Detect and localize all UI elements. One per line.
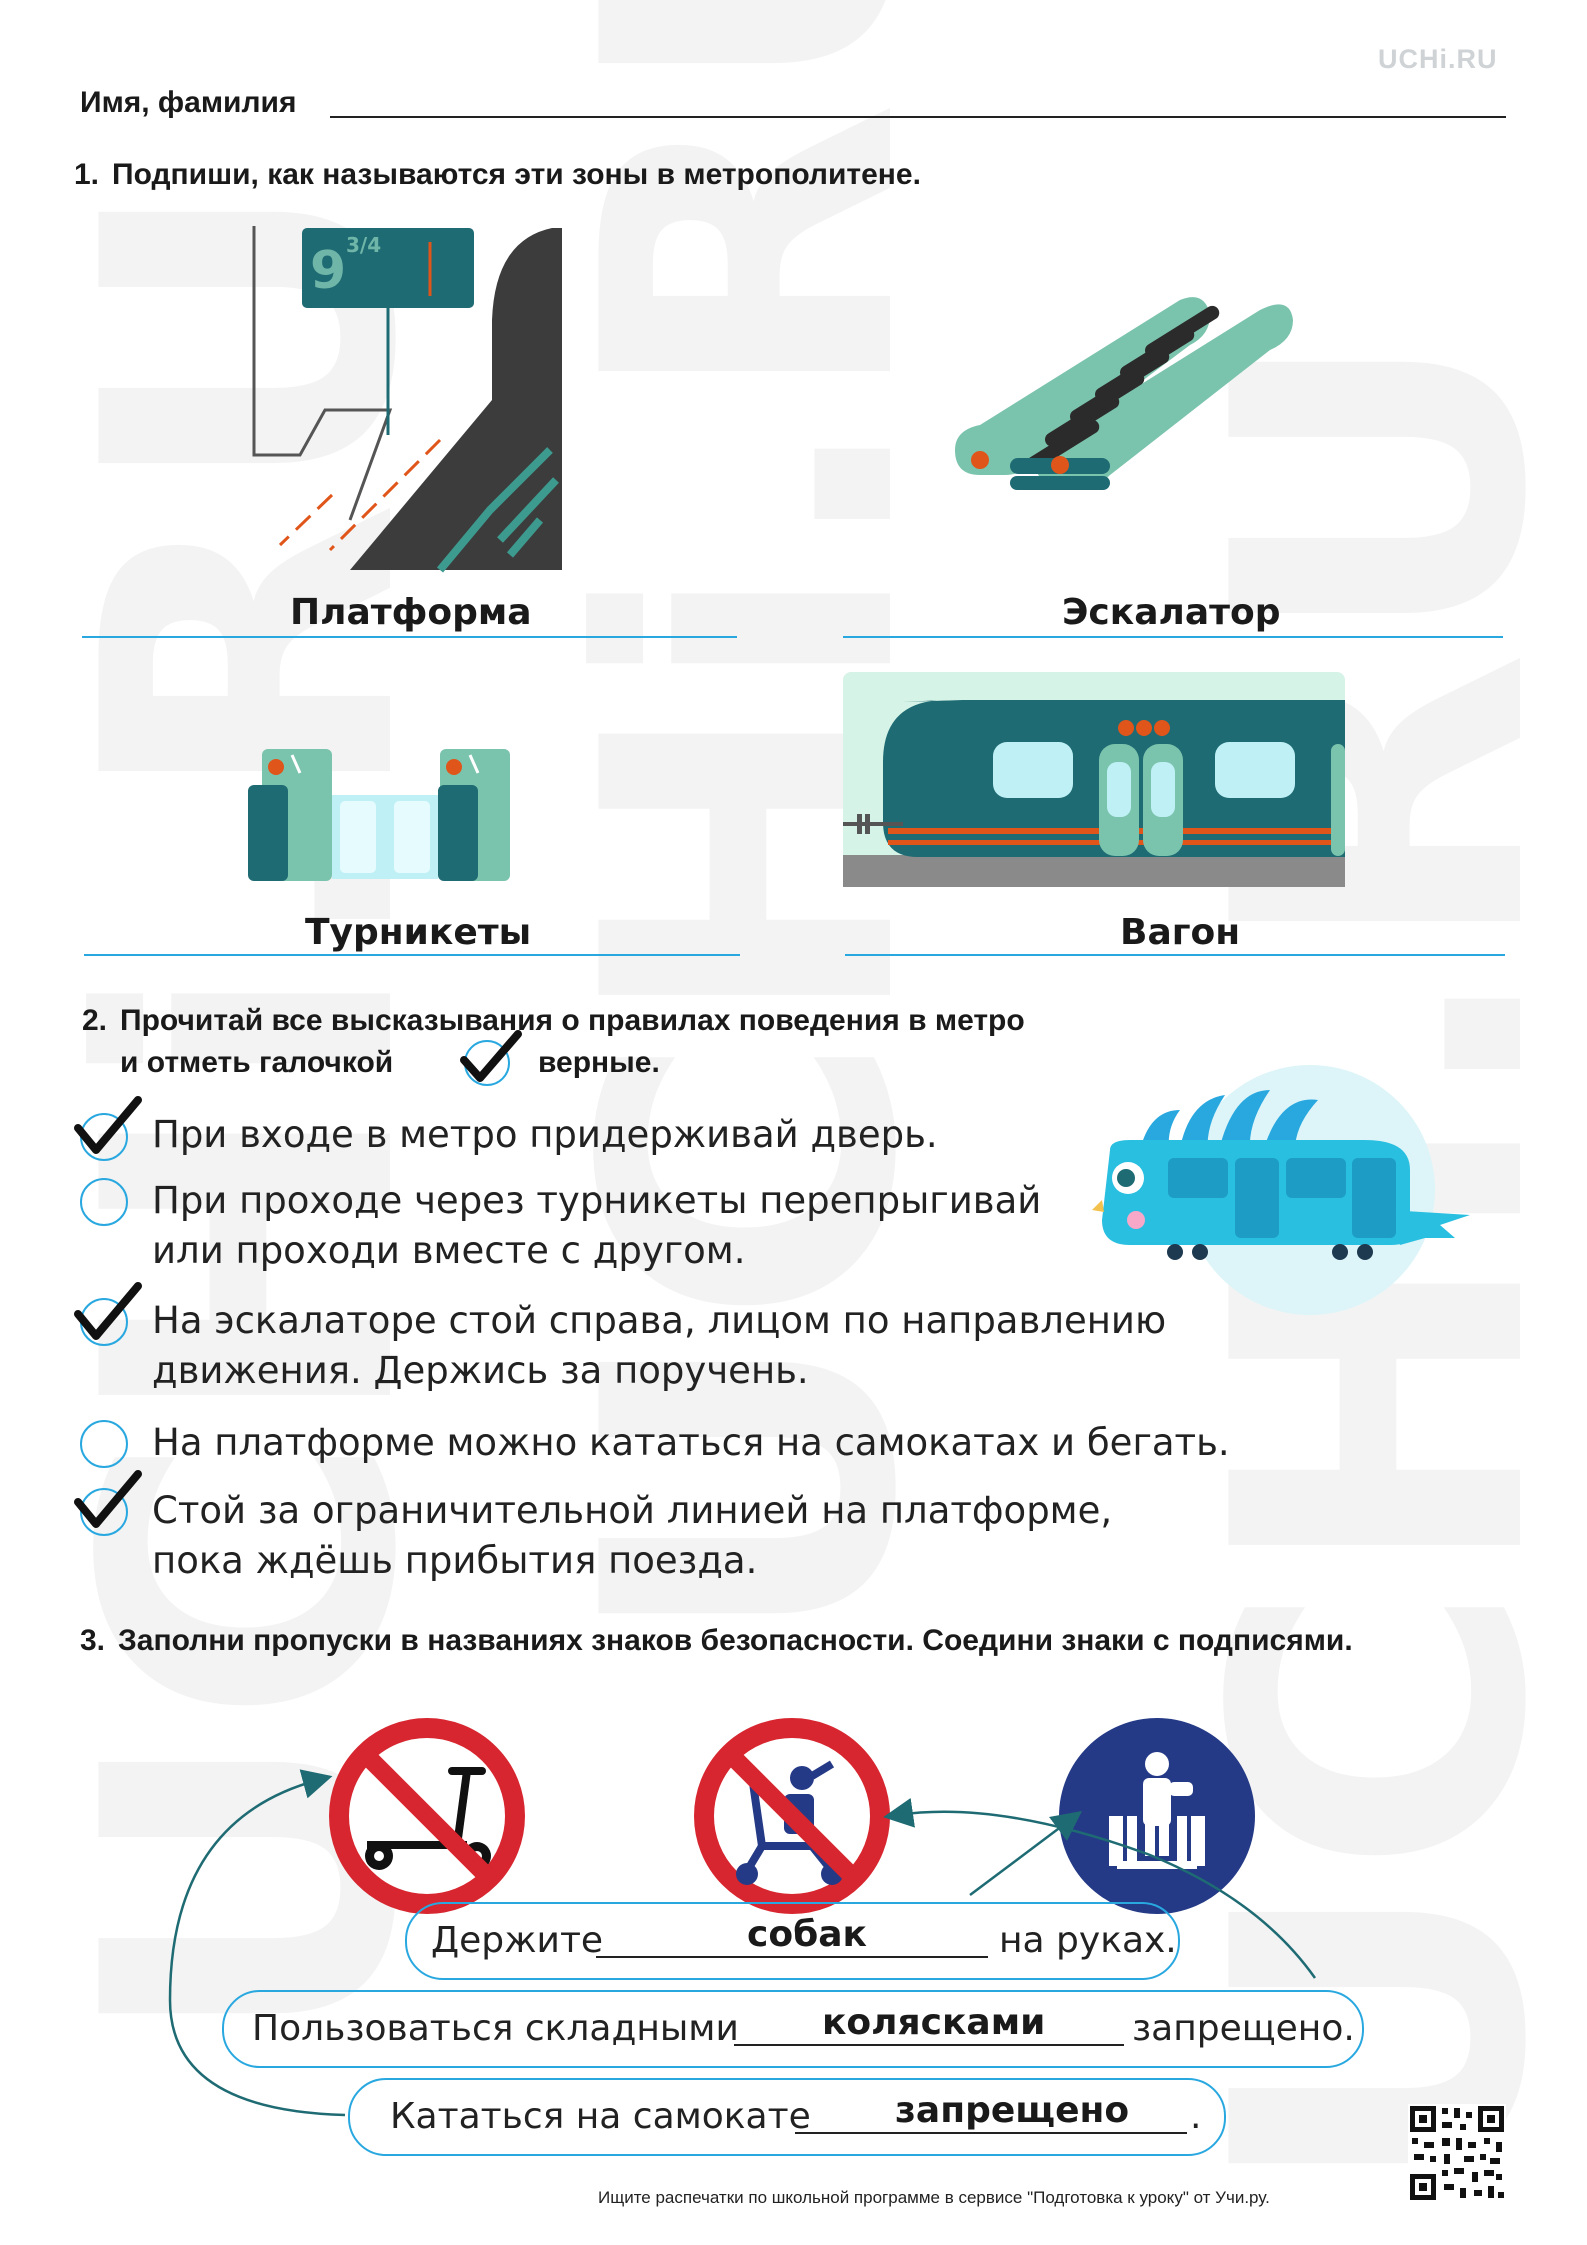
answer-line-escalator[interactable] [843,636,1503,638]
task3-title: Заполни пропуски в названиях знаков безопасности. Соедини знаки с подписями. [118,1624,1353,1657]
wagon-illustration [843,672,1345,887]
phrase-2-blank[interactable] [734,2044,1124,2046]
statement-1-check-icon [72,1096,144,1158]
phrase-3-after: . [1190,2096,1202,2137]
phrase-2-fill[interactable]: колясками [822,2002,1046,2043]
phrase-3-blank[interactable] [795,2132,1187,2134]
name-line[interactable] [330,116,1506,118]
phrase-2-before: Пользоваться складными [252,2008,739,2049]
name-label: Имя, фамилия [80,86,297,119]
task1-number: 1. [74,158,100,191]
statement-1-text: При входе в метро придерживай дверь. [152,1113,938,1156]
statement-3-check-icon [72,1282,144,1344]
phrase-3-fill[interactable]: запрещено [895,2090,1130,2131]
task2-number: 2. [82,1004,108,1037]
task2-title-line1: Прочитай все высказывания о правилах поведения в метро [120,1004,1025,1037]
phrase-1-blank[interactable] [596,1956,988,1958]
phrase-1-fill[interactable]: собак [747,1914,867,1955]
phrase-3-pill [348,2078,1226,2156]
sign-number: 9 [310,241,347,301]
sign-fraction: 3/4 [346,233,382,257]
task2-title-line2a: и отметь галочкой [120,1046,394,1079]
phrase-1-after: на руках. [999,1920,1177,1961]
phrase-3-before: Кататься на самокате [390,2096,811,2137]
statement-5-check-icon [72,1470,144,1532]
phrase-1-before: Держите [431,1920,604,1961]
phrase-2-after: запрещено. [1132,2008,1355,2049]
label-escalator: Эскалатор [1062,592,1281,633]
escalator-illustration [950,290,1350,500]
statement-5-text: Стой за ограничительной линией на платформе, пока ждёшь прибытия поезда. [152,1489,1113,1582]
answer-line-platform[interactable] [82,636,737,638]
answer-line-wagon[interactable] [845,954,1505,956]
label-turnstiles: Турникеты [305,912,532,953]
turnstile-illustration [248,745,540,885]
label-platform: Платформа [290,592,532,633]
train-mascot-illustration [1090,1060,1490,1320]
task2-title-line2b: верные. [538,1046,660,1079]
brand-logo: UCHi.RU [1378,44,1498,74]
answer-line-turnstiles[interactable] [84,954,740,956]
task1-title: Подпиши, как называются эти зоны в метрополитене. [112,158,921,191]
example-check-icon [460,1030,522,1086]
qr-code[interactable] [1408,2104,1506,2202]
statement-3-text: На эскалаторе стой справа, лицом по направлению движения. Держись за поручень. [152,1299,1167,1392]
phrase-2-pill [222,1990,1364,2068]
statement-4-checkbox[interactable] [80,1420,128,1468]
platform-illustration [240,220,570,580]
statement-2-checkbox[interactable] [80,1178,128,1226]
phrase-1-pill [405,1902,1180,1980]
label-wagon: Вагон [1120,912,1241,953]
statement-4-text: На платформе можно кататься на самокатах и бегать. [152,1421,1230,1464]
statement-2-text: При проходе через турникеты перепрыгивай или проходи вместе с другом. [152,1179,1042,1272]
task3-number: 3. [80,1624,106,1657]
footer-text: Ищите распечатки по школьной программе в сервисе "Подготовка к уроку" от Учи.ру. [598,2188,1270,2207]
